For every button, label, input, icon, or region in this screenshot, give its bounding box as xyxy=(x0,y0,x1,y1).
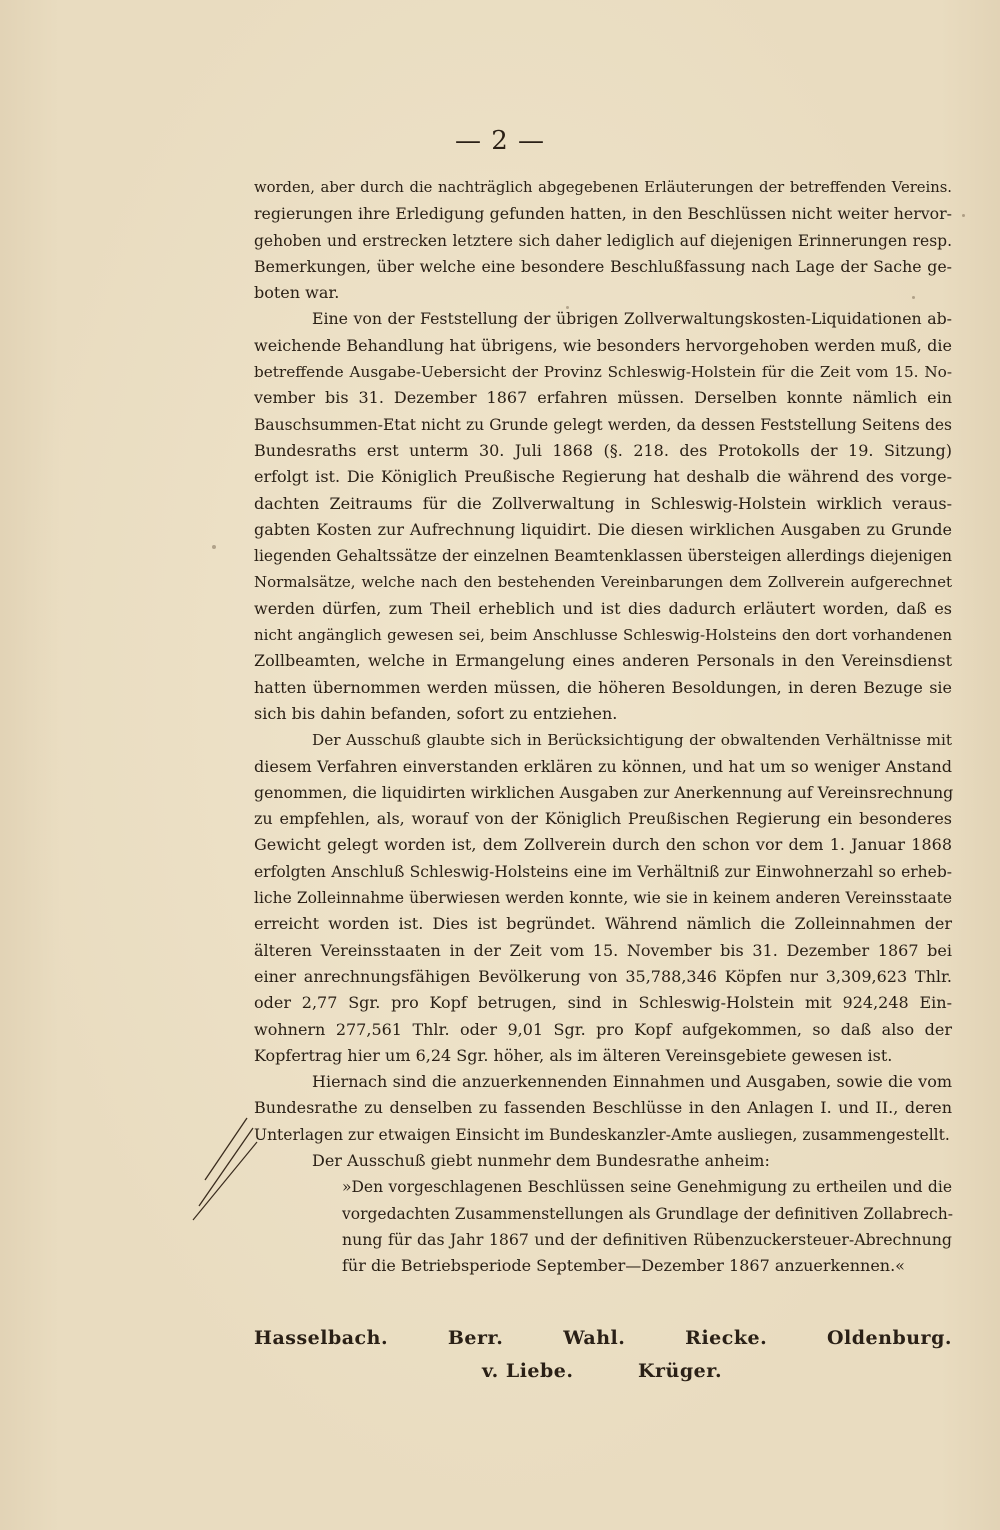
body-text xyxy=(254,175,952,1279)
text-line: Bauschsummen-Etat nicht zu Grunde gelegt werden, da dessen Feststellung Seitens des xyxy=(254,415,952,434)
paper-speck xyxy=(566,306,569,309)
text-line: regierungen ihre Erledigung gefunden hatten, in den Beschlüssen nicht weiter hervor- xyxy=(254,204,952,224)
text-line: liegenden Gehaltssätze der einzelnen Beamtenklassen übersteigen allerdings diejenigen xyxy=(254,547,952,566)
text-line: liche Zolleinnahme überwiesen werden konnte, wie sie in keinem anderen Vereinsstaate xyxy=(254,889,952,908)
text-line: Unterlagen zur etwaigen Einsicht im Bundeskanzler-Amte ausliegen, zusammengestellt. xyxy=(254,1125,950,1144)
text-line: sich bis dahin befanden, sofort zu entziehen. xyxy=(254,703,618,723)
text-line: boten war. xyxy=(254,283,340,303)
text-line: Hiernach sind die anzuerkennenden Einnahmen und Ausgaben, sowie die vom xyxy=(312,1072,952,1092)
signature-name: Hasselbach. xyxy=(254,1327,389,1349)
margin-pen-marks xyxy=(185,1108,265,1228)
paper-speck xyxy=(962,214,965,217)
text-line: werden dürfen, zum Theil erheblich und ist dies dadurch erläutert worden, daß es xyxy=(254,598,952,618)
text-line: wohnern 277,561 Thlr. oder 9,01 Sgr. pro Kopf aufgekommen, so daß also der xyxy=(254,1019,952,1039)
signature-name: Berr. xyxy=(447,1327,504,1349)
paper-speck xyxy=(212,545,216,549)
text-line: oder 2,77 Sgr. pro Kopf betrugen, sind in Schleswig-Holstein mit 924,248 Ein- xyxy=(254,993,952,1013)
text-line: Bundesraths erst unterm 30. Juli 1868 (§. 218. des Protokolls der 19. Sitzung) xyxy=(254,440,952,460)
text-line: Kopfertrag hier um 6,24 Sgr. höher, als im älteren Vereinsgebiete gewesen ist. xyxy=(254,1045,893,1065)
text-line: betreffende Ausgabe-Uebersicht der Provinz Schleswig-Holstein für die Zeit vom 15. No- xyxy=(254,363,952,382)
text-line: dachten Zeitraums für die Zollverwaltung in Schleswig-Holstein wirklich veraus- xyxy=(254,493,952,513)
paragraph xyxy=(254,1148,952,1174)
text-line: »Den vorgeschlagenen Beschlüssen seine Genehmigung zu ertheilen und die xyxy=(342,1178,952,1197)
text-line: für die Betriebsperiode September—Dezember 1867 anzuerkennen.« xyxy=(342,1256,905,1276)
text-line: erfolgt ist. Die Königlich Preußische Regierung hat deshalb die während des vorge- xyxy=(254,467,952,487)
paragraph xyxy=(254,727,952,1069)
page-number: — 2 — xyxy=(454,126,546,156)
text-line: vorgedachten Zusammenstellungen als Grundlage der definitiven Zollabrech- xyxy=(342,1204,953,1223)
text-line: gabten Kosten zur Aufrechnung liquidirt. Die diesen wirklichen Ausgaben zu Grunde xyxy=(254,519,952,539)
paragraph xyxy=(254,306,952,727)
text-line: zu empfehlen, als, worauf von der Königlich Preußischen Regierung ein besonderes xyxy=(254,809,952,829)
text-line: nicht angänglich gewesen sei, beim Anschlusse Schleswig-Holsteins den dort vorhandenen xyxy=(254,626,952,645)
text-line: vember bis 31. Dezember 1867 erfahren müssen. Derselben konnte nämlich ein xyxy=(254,388,952,408)
text-line: gehoben und erstrecken letztere sich daher lediglich auf diejenigen Erinnerungen resp. xyxy=(254,231,952,250)
text-line: Zollbeamten, welche in Ermangelung eines anderen Personals in den Vereinsdienst xyxy=(254,651,952,671)
text-line: Eine von der Feststellung der übrigen Zollverwaltungskosten-Liquidationen ab- xyxy=(312,309,952,329)
text-line: Normalsätze, welche nach den bestehenden Vereinbarungen dem Zollverein aufgerechnet xyxy=(254,573,952,592)
signature-name: Wahl. xyxy=(563,1327,626,1349)
text-line: Bundesrathe zu denselben zu fassenden Beschlüsse in den Anlagen I. und II., deren xyxy=(254,1098,952,1118)
signature-name: v. Liebe. xyxy=(482,1360,574,1382)
quoted-resolution xyxy=(254,1174,952,1279)
text-line: Gewicht gelegt worden ist, dem Zollverein durch den schon vor dem 1. Januar 1868 xyxy=(254,835,952,855)
signatures-row-1 xyxy=(254,1327,952,1349)
text-line: diesem Verfahren einverstanden erklären zu können, und hat um so weniger Anstand xyxy=(254,756,952,776)
text-line: Der Ausschuß giebt nunmehr dem Bundesrathe anheim: xyxy=(312,1150,770,1170)
paragraph xyxy=(254,175,952,306)
signature-name: Riecke. xyxy=(685,1327,768,1349)
paper-speck xyxy=(912,296,915,299)
text-line: Bemerkungen, über welche eine besondere Beschlußfassung nach Lage der Sache ge- xyxy=(254,256,952,276)
text-line: Der Ausschuß glaubte sich in Berücksichtigung der obwaltenden Verhältnisse mit xyxy=(312,731,952,750)
text-line: hatten übernommen werden müssen, die höheren Besoldungen, in deren Bezuge sie xyxy=(254,677,952,697)
text-line: erreicht worden ist. Dies ist begründet. Während nämlich die Zolleinnahmen der xyxy=(254,914,952,934)
text-line: älteren Vereinsstaaten in der Zeit vom 15. November bis 31. Dezember 1867 bei xyxy=(254,940,952,960)
text-line: nung für das Jahr 1867 und der definitiven Rübenzuckersteuer-Abrechnung xyxy=(342,1229,952,1249)
signature-name: Krüger. xyxy=(638,1360,723,1382)
text-line: genommen, die liquidirten wirklichen Ausgaben zur Anerkennung auf Vereinsrechnung xyxy=(254,782,954,802)
text-line: weichende Behandlung hat übrigens, wie besonders hervorgehoben werden muß, die xyxy=(254,335,952,355)
text-line: erfolgten Anschluß Schleswig-Holsteins eine im Verhältniß zur Einwohnerzahl so erheb- xyxy=(254,862,952,881)
paragraph xyxy=(254,1069,952,1148)
text-line: einer anrechnungsfähigen Bevölkerung von 35,788,346 Köpfen nur 3,309,623 Thlr. xyxy=(254,966,952,986)
text-line: worden, aber durch die nachträglich abgegebenen Erläuterungen der betreffenden Vereins. xyxy=(254,179,952,196)
signature-name: Oldenburg. xyxy=(827,1327,952,1349)
